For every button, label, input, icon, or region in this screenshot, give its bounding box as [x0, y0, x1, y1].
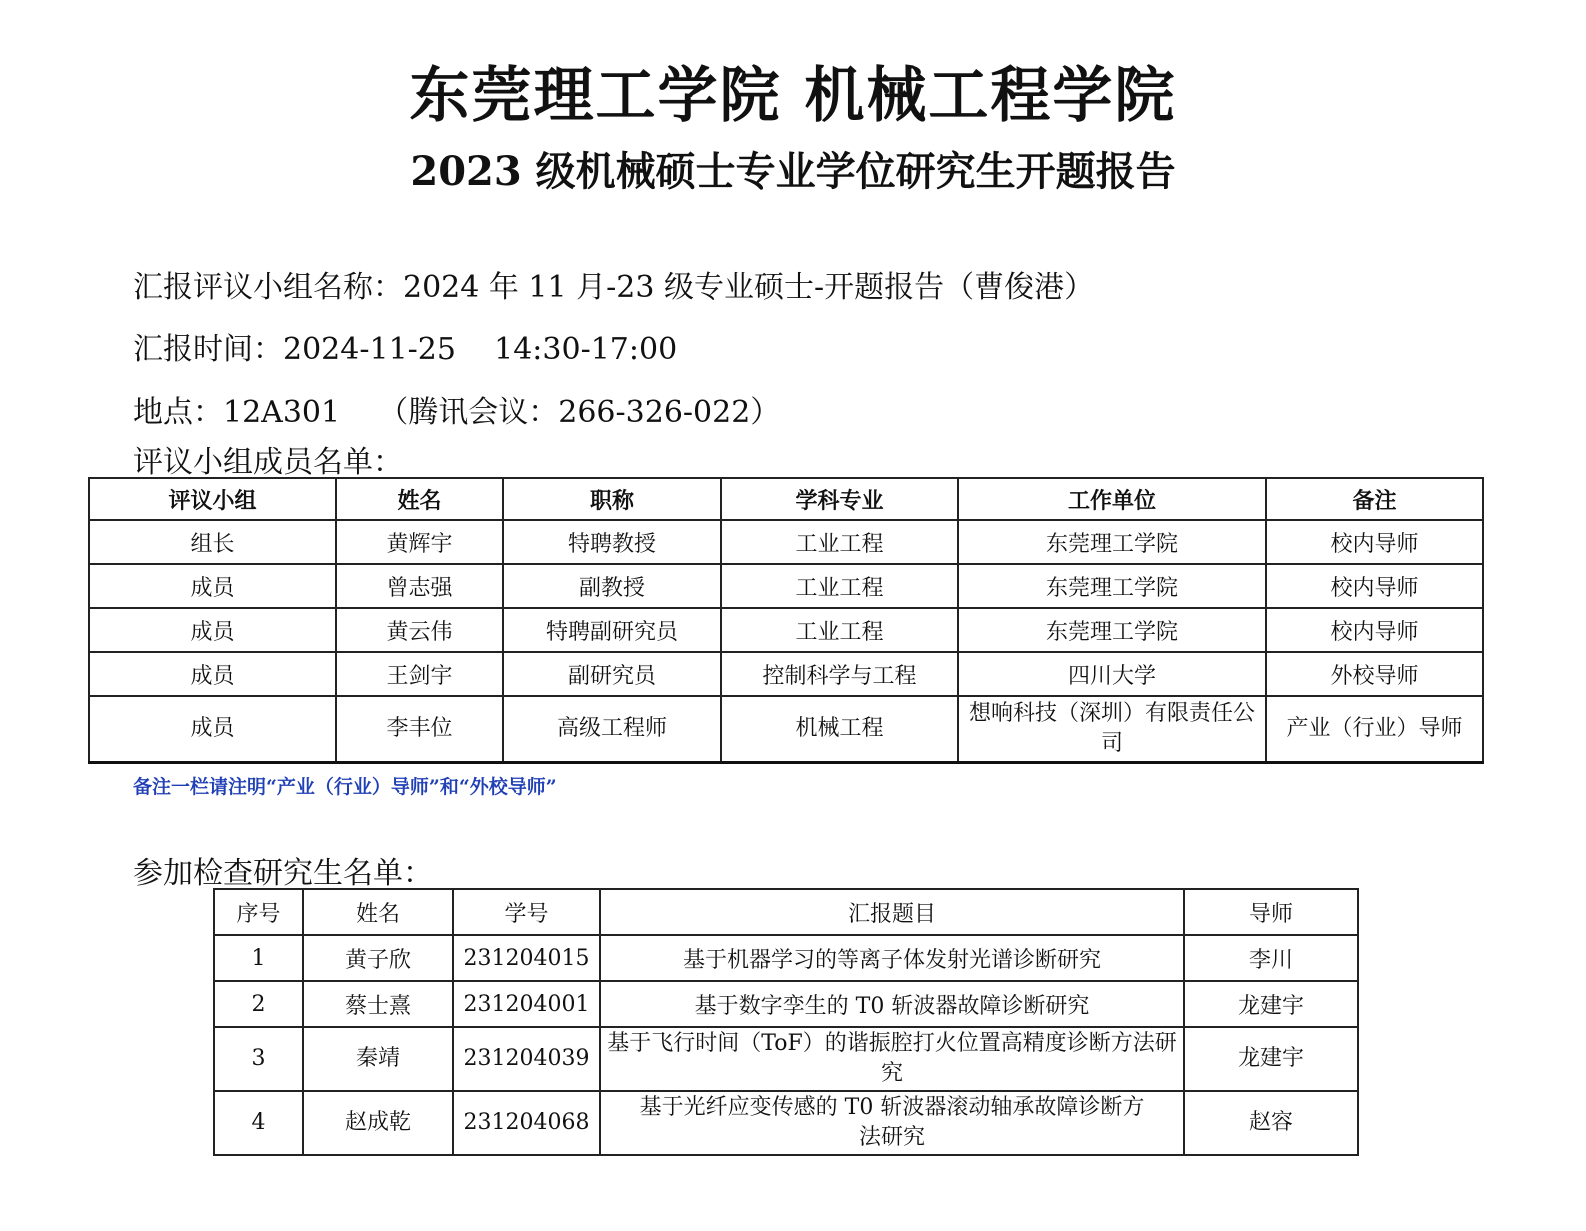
student-row: [214, 935, 1358, 981]
time-line: 汇报时间：2024-11-25 14:30-17:00: [133, 332, 678, 367]
student-header-cell: 序号: [214, 889, 303, 935]
student-cell: 秦靖: [303, 1027, 453, 1091]
panel-cell: 控制科学与工程: [721, 652, 958, 696]
student-cell: 赵容: [1184, 1091, 1358, 1155]
student-cell: 4: [214, 1091, 303, 1155]
student-header-cell: 学号: [453, 889, 600, 935]
student-header-cell: 姓名: [303, 889, 453, 935]
student-row: [214, 1091, 1358, 1155]
panel-cell: 高级工程师: [503, 696, 721, 763]
panel-cell: 校内导师: [1266, 564, 1483, 608]
panel-row: [89, 564, 1483, 608]
document-subtitle: 2023 级机械硕士专业学位研究生开题报告: [410, 148, 1176, 195]
panel-header-cell: 备注: [1266, 478, 1483, 520]
panel-header-row: [89, 478, 1483, 520]
panel-note: 备注一栏请注明“产业（行业）导师”和“外校导师”: [133, 776, 557, 798]
panel-row: [89, 696, 1483, 763]
panel-cell: 副研究员: [503, 652, 721, 696]
student-cell: 3: [214, 1027, 303, 1091]
student-heading: 参加检查研究生名单：: [133, 856, 433, 891]
panel-cell: 四川大学: [958, 652, 1266, 696]
panel-header-cell: 评议小组: [89, 478, 336, 520]
student-cell: 231204039: [453, 1027, 600, 1091]
student-cell: 龙建宇: [1184, 1027, 1358, 1091]
panel-cell: 成员: [89, 696, 336, 763]
panel-cell: 组长: [89, 520, 336, 564]
student-row: [214, 981, 1358, 1027]
panel-cell: 工业工程: [721, 520, 958, 564]
panel-cell: 工业工程: [721, 564, 958, 608]
panel-cell: 产业（行业）导师: [1266, 696, 1483, 763]
student-header-cell: 导师: [1184, 889, 1358, 935]
panel-cell: 副教授: [503, 564, 721, 608]
panel-cell: 东莞理工学院: [958, 608, 1266, 652]
student-cell: 2: [214, 981, 303, 1027]
panel-row: [89, 608, 1483, 652]
panel-cell: 成员: [89, 652, 336, 696]
panel-cell: 东莞理工学院: [958, 564, 1266, 608]
location-line: 地点：12A301 （腾讯会议：266-326-022）: [133, 395, 781, 430]
panel-header-cell: 学科专业: [721, 478, 958, 520]
panel-row: [89, 520, 1483, 564]
panel-cell: 成员: [89, 564, 336, 608]
panel-cell: 校内导师: [1266, 608, 1483, 652]
student-cell: 李川: [1184, 935, 1358, 981]
student-cell: 231204068: [453, 1091, 600, 1155]
panel-cell: 黄云伟: [336, 608, 503, 652]
student-header-cell: 汇报题目: [600, 889, 1184, 935]
panel-cell: 特聘教授: [503, 520, 721, 564]
panel-cell: 校内导师: [1266, 520, 1483, 564]
student-cell: 1: [214, 935, 303, 981]
student-cell: 基于数字孪生的 T0 斩波器故障诊断研究: [600, 981, 1184, 1027]
panel-cell: 成员: [89, 608, 336, 652]
student-cell: 基于机器学习的等离子体发射光谱诊断研究: [600, 935, 1184, 981]
student-cell: 龙建宇: [1184, 981, 1358, 1027]
panel-row: [89, 652, 1483, 696]
student-header-row: [214, 889, 1358, 935]
panel-cell: 王剑宇: [336, 652, 503, 696]
panel-cell: 李丰位: [336, 696, 503, 763]
panel-cell: 机械工程: [721, 696, 958, 763]
panel-cell: 外校导师: [1266, 652, 1483, 696]
panel-cell: 东莞理工学院: [958, 520, 1266, 564]
student-cell: 231204001: [453, 981, 600, 1027]
panel-heading: 评议小组成员名单：: [133, 445, 403, 480]
student-cell: 231204015: [453, 935, 600, 981]
panel-header-cell: 工作单位: [958, 478, 1266, 520]
panel-cell: 黄辉宇: [336, 520, 503, 564]
panel-cell: 特聘副研究员: [503, 608, 721, 652]
panel-header-cell: 职称: [503, 478, 721, 520]
student-cell: 基于飞行时间（ToF）的谐振腔打火位置高精度诊断方法研究: [600, 1027, 1184, 1091]
group-name-line: 汇报评议小组名称：2024 年 11 月-23 级专业硕士-开题报告（曹俊港）: [133, 270, 1095, 305]
panel-cell: 工业工程: [721, 608, 958, 652]
panel-cell: 想响科技（深圳）有限责任公司: [958, 696, 1266, 763]
student-cell: 基于光纤应变传感的 T0 斩波器滚动轴承故障诊断方法研究: [600, 1091, 1184, 1155]
document-title: 东莞理工学院 机械工程学院: [409, 61, 1177, 131]
student-row: [214, 1027, 1358, 1091]
student-cell: 黄子欣: [303, 935, 453, 981]
panel-table: [88, 477, 1484, 764]
student-cell: 蔡士熹: [303, 981, 453, 1027]
student-cell: 赵成乾: [303, 1091, 453, 1155]
panel-cell: 曾志强: [336, 564, 503, 608]
panel-header-cell: 姓名: [336, 478, 503, 520]
student-table: [213, 888, 1359, 1156]
